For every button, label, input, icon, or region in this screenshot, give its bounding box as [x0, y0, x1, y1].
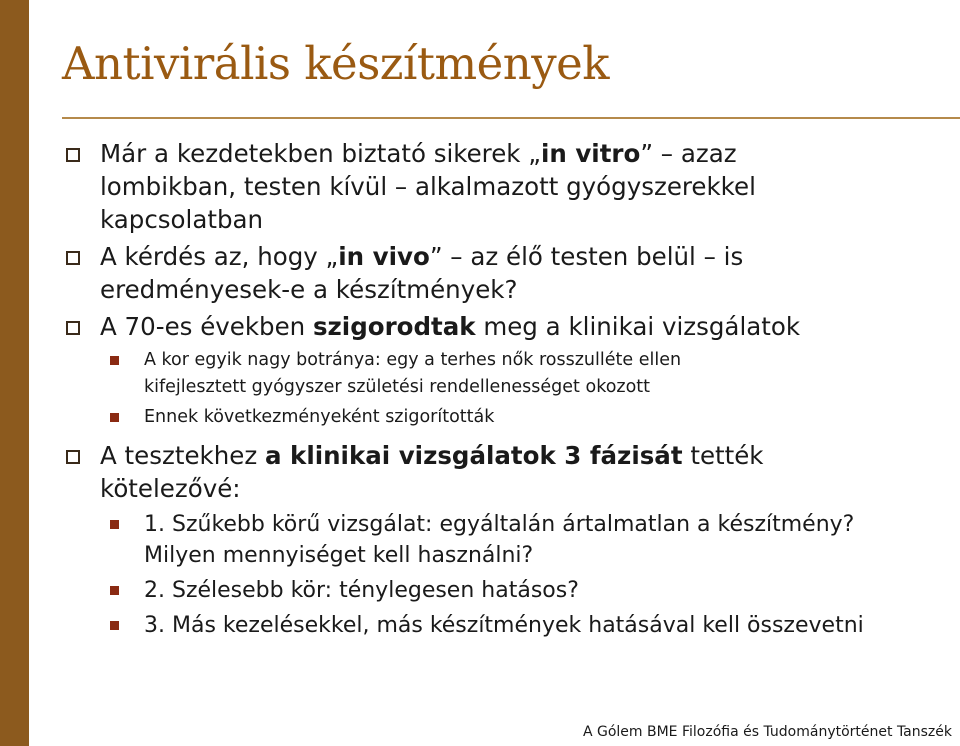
hollow-square-bullet-icon — [66, 450, 80, 464]
bullet-text: A 70-es években — [100, 312, 313, 341]
bullet-text: A kérdés az, hogy „ — [100, 242, 339, 271]
sub-bullet-text: Ennek következményeként szigorították — [144, 407, 495, 427]
sub-bullet-text: A kor egyik nagy botránya: egy a terhes nők rosszulléte ellen — [144, 350, 682, 370]
sub-bullet-consequence — [110, 404, 960, 431]
bullet-text: lombikban, testen kívül – alkalmazott gyógyszerekkel — [100, 172, 756, 201]
bullet-text: eredményesek-e a készítmények? — [100, 275, 518, 304]
bullet-emphasis: in vivo — [338, 242, 430, 271]
hollow-square-bullet-icon — [66, 251, 80, 265]
sub-bullet-text: kifejlesztett gyógyszer születési rendellenességet okozott — [144, 377, 651, 397]
sub-bullet-text: 3. Más kezelésekkel, más készítmények hatásával kell összevetni — [144, 613, 864, 638]
sub-bullet-text: 2. Szélesebb kör: ténylegesen hatásos? — [144, 578, 579, 603]
bullet-three-phases — [66, 439, 960, 505]
bullet-seventies — [66, 310, 960, 343]
title-divider — [62, 117, 960, 119]
filled-square-bullet-icon — [110, 520, 119, 529]
bullet-in-vitro — [66, 137, 960, 236]
filled-square-bullet-icon — [110, 356, 119, 365]
sub-bullet-scandal — [110, 347, 960, 401]
bullet-text: kapcsolatban — [100, 205, 264, 234]
bullet-emphasis: a klinikai vizsgálatok 3 fázisát — [264, 441, 683, 470]
bullet-text: tették — [682, 441, 764, 470]
slide-footer: A Gólem BME Filozófia és Tudománytörténet Tanszék — [582, 724, 952, 740]
hollow-square-bullet-icon — [66, 148, 80, 162]
filled-square-bullet-icon — [110, 621, 119, 630]
bullet-in-vivo — [66, 240, 960, 306]
sub-bullet-text: 1. Szűkebb körű vizsgálat: egyáltalán ártalmatlan a készítmény? — [144, 512, 855, 537]
bullet-text: ” – az élő testen belül – is — [429, 242, 744, 271]
bullet-text: kötelezővé: — [100, 474, 241, 503]
filled-square-bullet-icon — [110, 413, 119, 422]
side-accent-bar — [0, 0, 29, 746]
bullet-text: A tesztekhez — [100, 441, 265, 470]
bullet-text: meg a klinikai vizsgálatok — [475, 312, 801, 341]
slide-title: Antivirális készítmények — [62, 37, 610, 90]
bullet-emphasis: in vitro — [540, 139, 641, 168]
sub-bullet-phase-2 — [110, 575, 960, 606]
sub-bullet-phase-3 — [110, 610, 960, 641]
bullet-text: Már a kezdetekben biztató sikerek „ — [100, 139, 541, 168]
filled-square-bullet-icon — [110, 586, 119, 595]
bullet-text: ” – azaz — [640, 139, 737, 168]
sub-bullet-text: Milyen mennyiséget kell használni? — [144, 543, 534, 568]
sub-bullet-phase-1 — [110, 509, 960, 571]
bullet-emphasis: szigorodtak — [312, 312, 476, 341]
hollow-square-bullet-icon — [66, 321, 80, 335]
slide-content — [66, 137, 960, 645]
